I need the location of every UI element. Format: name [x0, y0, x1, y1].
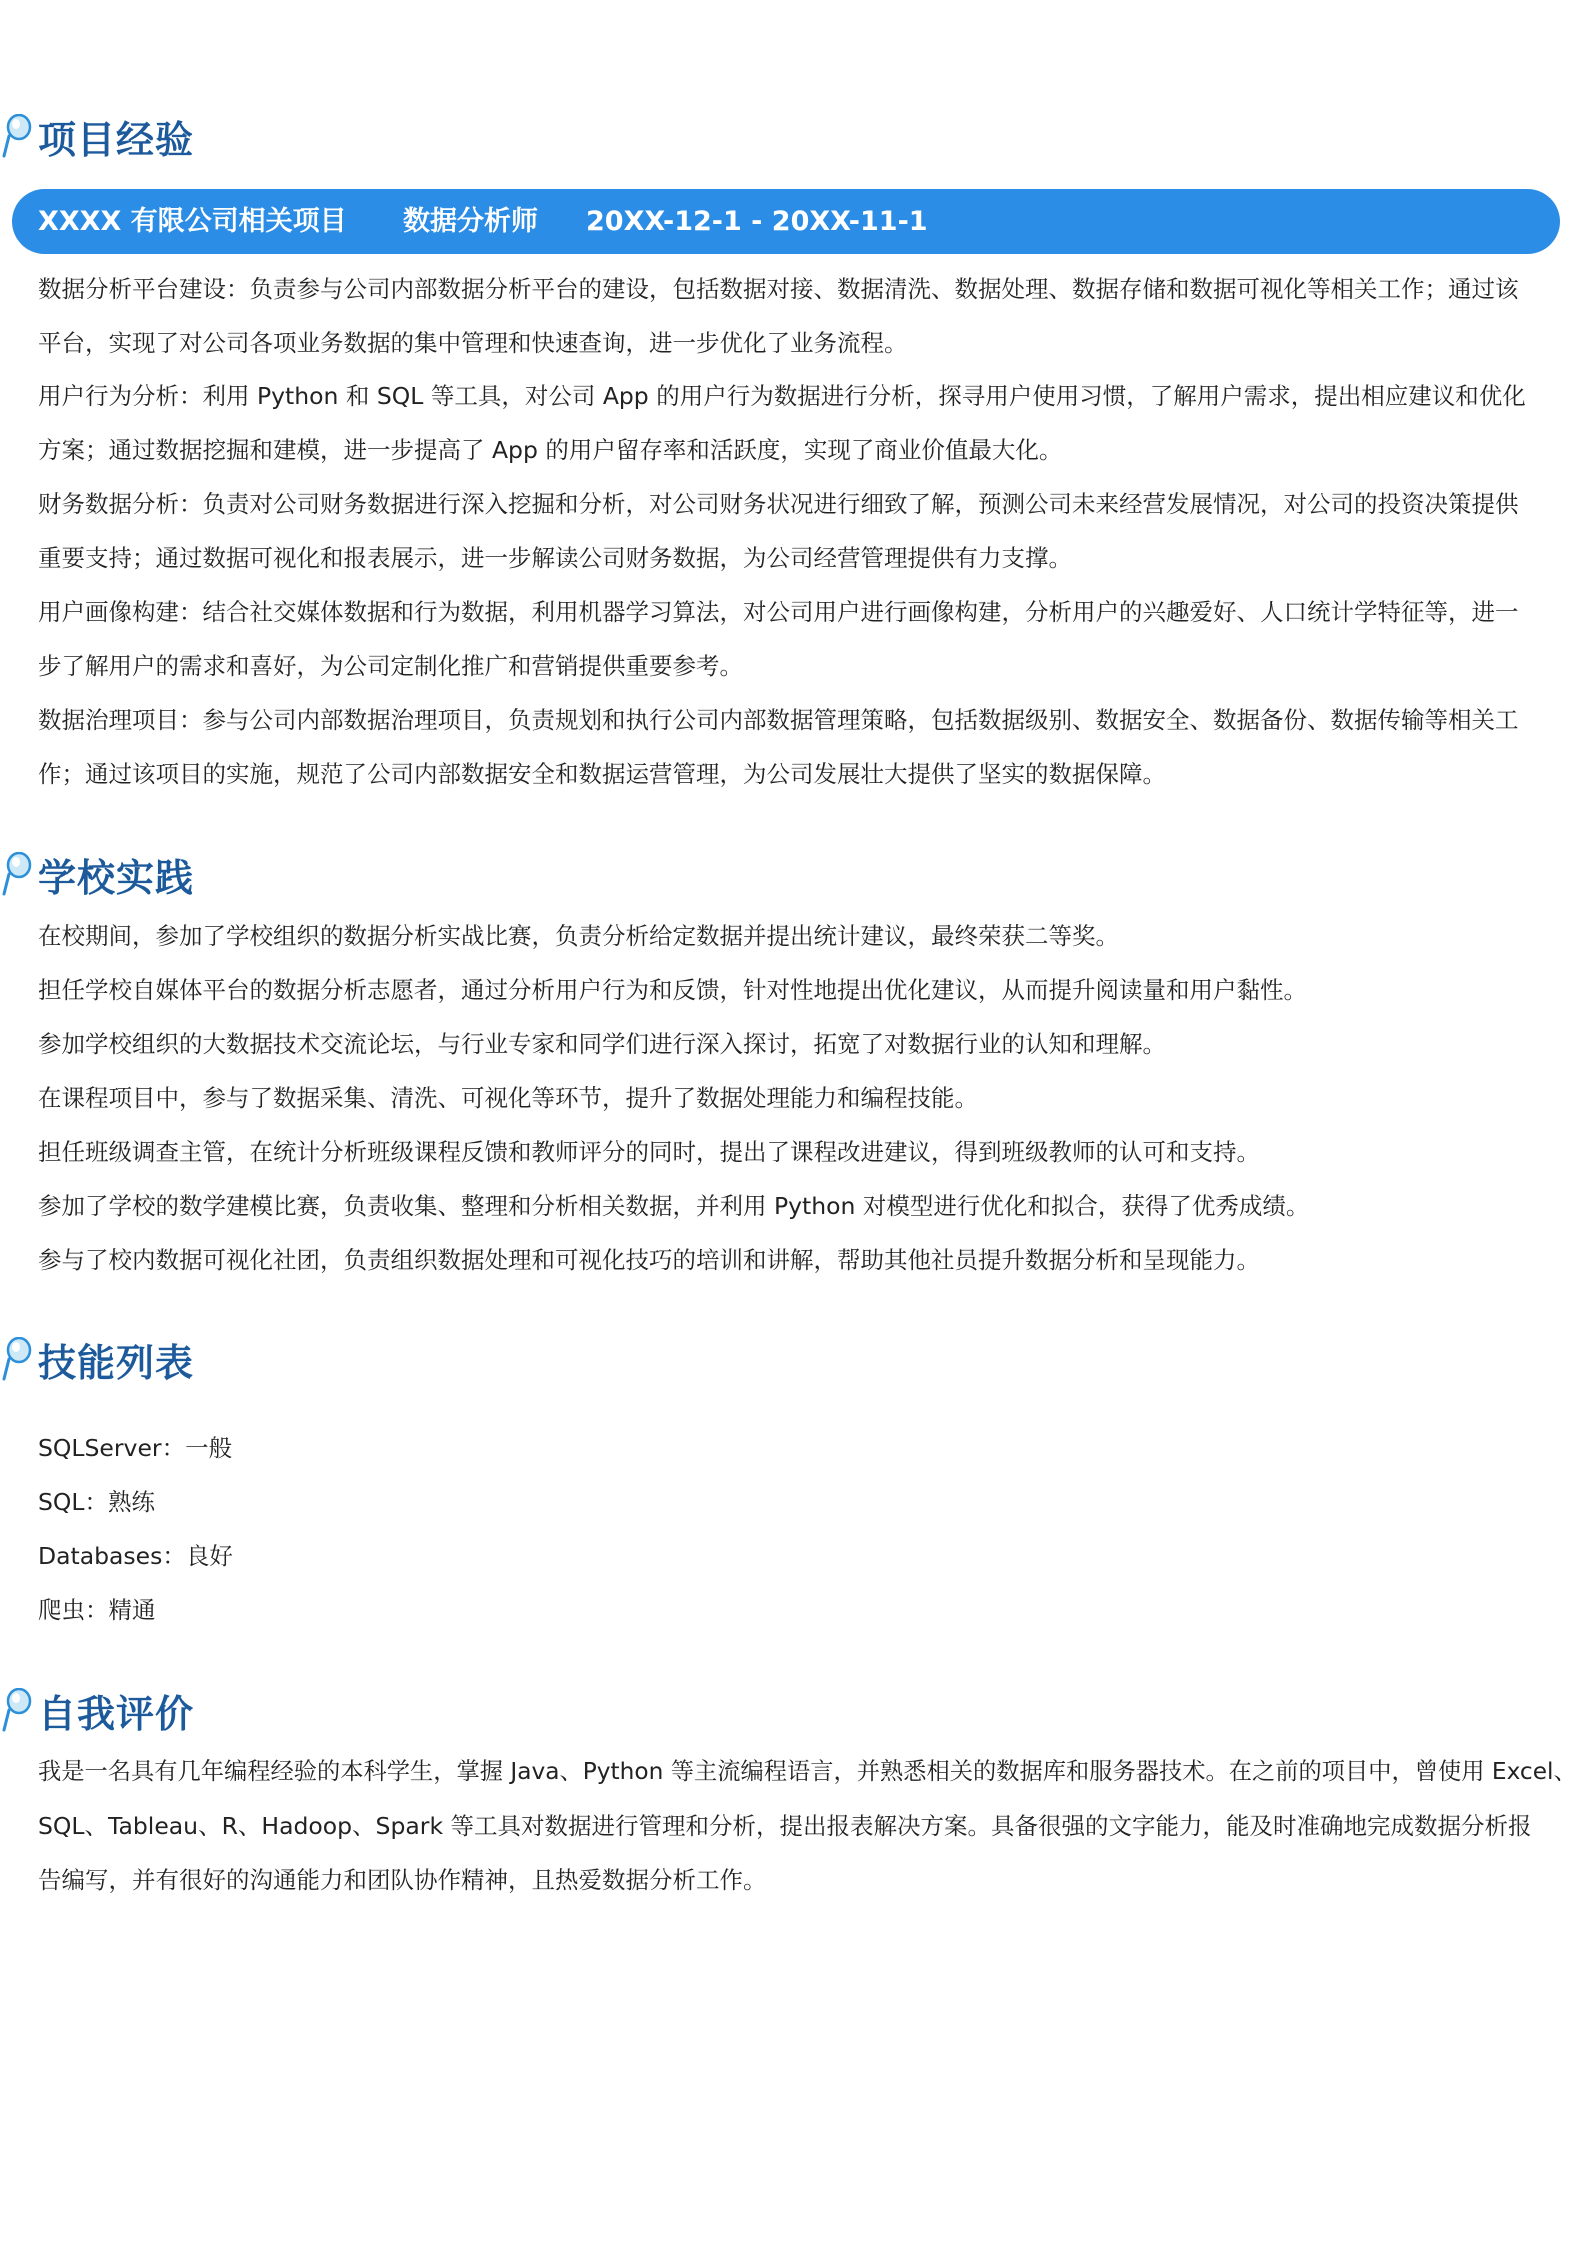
text-line: 重要支持；通过数据可视化和报表展示，进一步解读公司财务数据，为公司经营管理提供有力支撑。: [38, 544, 1072, 572]
skill-item: 爬虫：精通: [38, 1596, 156, 1624]
section-title: 技能列表: [38, 1341, 195, 1385]
text-line: 担任班级调查主管，在统计分析班级课程反馈和教师评分的同时，提出了课程改进建议，得到班级教师的认可和支持。: [38, 1138, 1260, 1166]
text-line: 数据治理项目：参与公司内部数据治理项目，负责规划和执行公司内部数据管理策略，包括数据级别、数据安全、数据备份、数据传输等相关工: [38, 706, 1519, 734]
skill-item: SQL：熟练: [38, 1488, 156, 1516]
text-line: 参加了学校的数学建模比赛，负责收集、整理和分析相关数据，并利用 Python 对模型进行优化和拟合，获得了优秀成绩。: [38, 1192, 1310, 1220]
pushpin-icon: [0, 1688, 32, 1732]
text-line: 我是一名具有几年编程经验的本科学生，掌握 Java、Python 等主流编程语言，并熟悉相关的数据库和服务器技术。在之前的项目中，曾使用 Excel、: [38, 1758, 1577, 1785]
section-header: [0, 1686, 1587, 1746]
section-header: [0, 850, 1587, 910]
section-title: 学校实践: [38, 856, 195, 900]
pushpin-icon: [0, 114, 32, 158]
text-line: 在课程项目中，参与了数据采集、清洗、可视化等环节，提升了数据处理能力和编程技能。: [38, 1084, 978, 1112]
text-line: 在校期间，参加了学校组织的数据分析实战比赛，负责分析给定数据并提出统计建议，最终荣获二等奖。: [38, 922, 1119, 950]
text-line: 步了解用户的需求和喜好，为公司定制化推广和营销提供重要参考。: [38, 652, 743, 680]
text-line: 告编写，并有很好的沟通能力和团队协作精神，且热爱数据分析工作。: [38, 1866, 767, 1894]
text-line: 方案；通过数据挖掘和建模，进一步提高了 App 的用户留存率和活跃度，实现了商业价值最大化。: [38, 436, 1063, 464]
section-skills: [0, 1335, 1587, 1395]
text-line: 参与了校内数据可视化社团，负责组织数据处理和可视化技巧的培训和讲解，帮助其他社员提升数据分析和呈现能力。: [38, 1246, 1260, 1274]
skill-item: SQLServer：一般: [38, 1434, 233, 1462]
text-line: 参加学校组织的大数据技术交流论坛，与行业专家和同学们进行深入探讨，拓宽了对数据行业的认知和理解。: [38, 1030, 1166, 1058]
section-header: [0, 112, 1587, 172]
section-header: [0, 1335, 1587, 1395]
section-title: 项目经验: [38, 118, 195, 162]
project-role: 数据分析师: [403, 206, 538, 237]
pushpin-icon: [0, 1337, 32, 1381]
skill-item: Databases：良好: [38, 1542, 233, 1570]
text-line: 作；通过该项目的实施，规范了公司内部数据安全和数据运营管理，为公司发展壮大提供了坚实的数据保障。: [38, 760, 1166, 788]
text-line: SQL、Tableau、R、Hadoop、Spark 等工具对数据进行管理和分析，提出报表解决方案。具备很强的文字能力，能及时准确地完成数据分析报: [38, 1812, 1532, 1840]
project-period: 20XX-12-1 - 20XX-11-1: [586, 206, 928, 237]
section-school: [0, 850, 1587, 910]
section-title: 自我评价: [38, 1692, 195, 1736]
text-line: 用户画像构建：结合社交媒体数据和行为数据，利用机器学习算法，对公司用户进行画像构建，分析用户的兴趣爱好、人口统计学特征等，进一: [38, 598, 1519, 626]
section-self-evaluation: [0, 1686, 1587, 1746]
project-company: XXXX 有限公司相关项目: [38, 206, 347, 237]
text-line: 数据分析平台建设：负责参与公司内部数据分析平台的建设，包括数据对接、数据清洗、数据处理、数据存储和数据可视化等相关工作；通过该: [38, 275, 1519, 303]
section-projects: [0, 112, 1587, 172]
text-line: 担任学校自媒体平台的数据分析志愿者，通过分析用户行为和反馈，针对性地提出优化建议，从而提升阅读量和用户黏性。: [38, 976, 1307, 1004]
text-line: 财务数据分析：负责对公司财务数据进行深入挖掘和分析，对公司财务状况进行细致了解，预测公司未来经营发展情况，对公司的投资决策提供: [38, 490, 1519, 518]
project-header-bar: [12, 189, 1560, 254]
text-line: 用户行为分析：利用 Python 和 SQL 等工具，对公司 App 的用户行为数据进行分析，探寻用户使用习惯，了解用户需求，提出相应建议和优化: [38, 382, 1526, 410]
text-line: 平台，实现了对公司各项业务数据的集中管理和快速查询，进一步优化了业务流程。: [38, 329, 908, 357]
pushpin-icon: [0, 852, 32, 896]
